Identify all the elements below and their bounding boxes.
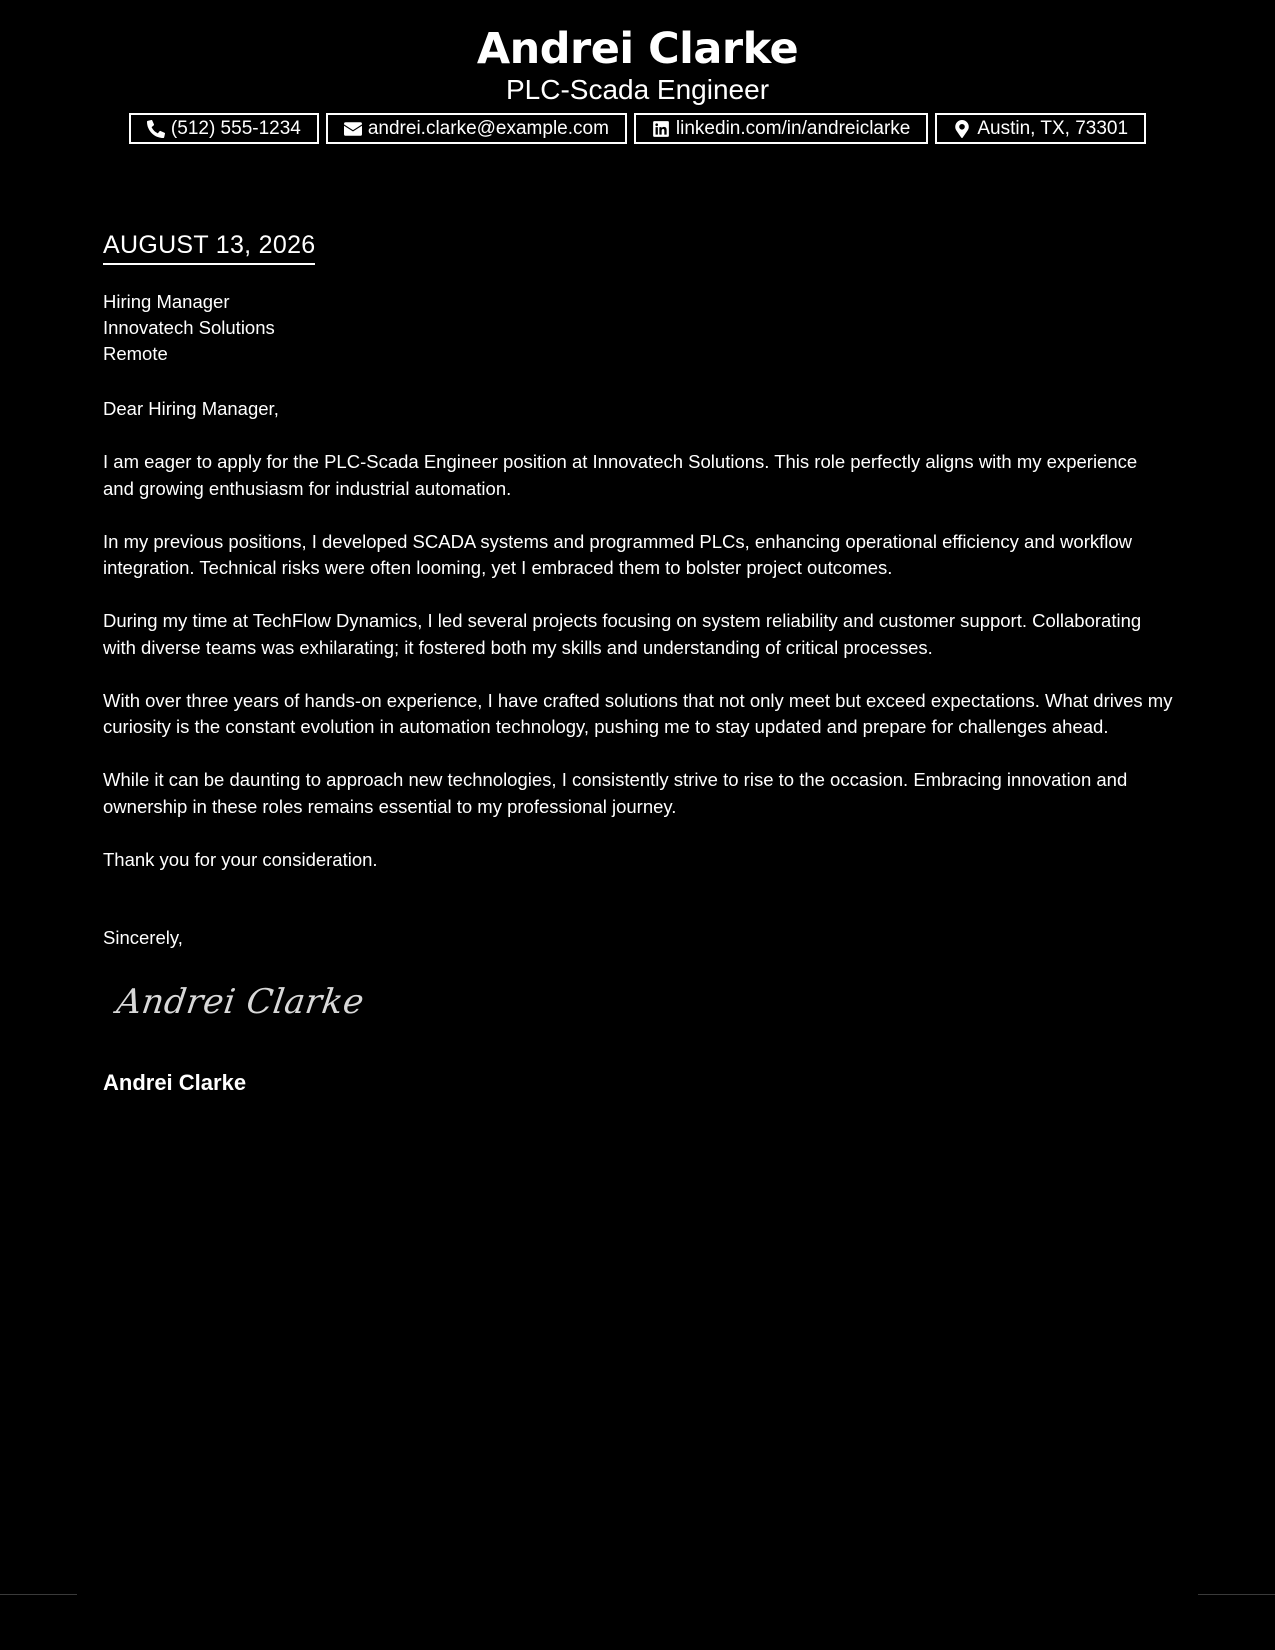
footer-divider-left — [0, 1594, 77, 1595]
body-paragraph: While it can be daunting to approach new technologies, I consistently strive to rise to the occasion. Embracing innovation and ownership in these roles remains essential to my professional journey. — [103, 769, 1128, 817]
footer-divider-right — [1198, 1594, 1275, 1595]
applicant-title: PLC-Scada Engineer — [505, 74, 770, 105]
recipient-location: Remote — [103, 343, 168, 364]
linkedin-icon — [652, 120, 670, 138]
letter-header — [0, 24, 1275, 106]
phone-text: (512) 555-1234 — [170, 117, 301, 139]
closing: Sincerely, — [103, 927, 183, 948]
linkedin-contact[interactable] — [634, 113, 928, 144]
recipient-company: Innovatech Solutions — [103, 317, 275, 338]
greeting: Dear Hiring Manager, — [103, 398, 279, 419]
applicant-name: Andrei Clarke — [476, 24, 799, 74]
contact-bar — [0, 113, 1275, 144]
body-paragraph: With over three years of hands-on experience, I have crafted solutions that not only meet but exceed expectations. What drives my curiosity is the constant evolution in automation technology, pushing me to stay updated and prepare for challenges ahead. — [103, 689, 1173, 737]
phone-icon — [147, 120, 165, 138]
body-paragraph: In my previous positions, I developed SCADA systems and programmed PLCs, enhancing operational efficiency and workflow integration. Technical risks were often looming, yet I embraced them to bolster project outcomes. — [103, 530, 1132, 578]
letter-date: AUGUST 13, 2026 — [103, 229, 315, 265]
recipient-name: Hiring Manager — [103, 291, 230, 312]
signer-name: Andrei Clarke — [103, 1070, 247, 1095]
body-paragraph: During my time at TechFlow Dynamics, I led several projects focusing on system reliability and customer support. Collaborating with diverse teams was exhilarating; it fostered both my skills and understanding of critical processes. — [103, 610, 1142, 658]
thank-you-line: Thank you for your consideration. — [103, 848, 378, 870]
email-text: andrei.clarke@example.com — [367, 117, 609, 139]
handwritten-signature: Andrei Clarke — [114, 982, 367, 1022]
linkedin-text: linkedin.com/in/andreiclarke — [675, 117, 911, 139]
recipient-block — [103, 289, 275, 367]
map-marker-icon — [953, 120, 971, 138]
location-text: Austin, TX, 73301 — [977, 117, 1129, 139]
letter-body — [103, 396, 1173, 900]
phone-contact[interactable] — [129, 113, 319, 144]
location-contact — [935, 113, 1146, 144]
body-paragraph: I am eager to apply for the PLC-Scada Engineer position at Innovatech Solutions. This role perfectly aligns with my experience and growing enthusiasm for industrial automation. — [103, 451, 1138, 499]
envelope-icon — [344, 120, 362, 138]
email-contact[interactable] — [326, 113, 627, 144]
